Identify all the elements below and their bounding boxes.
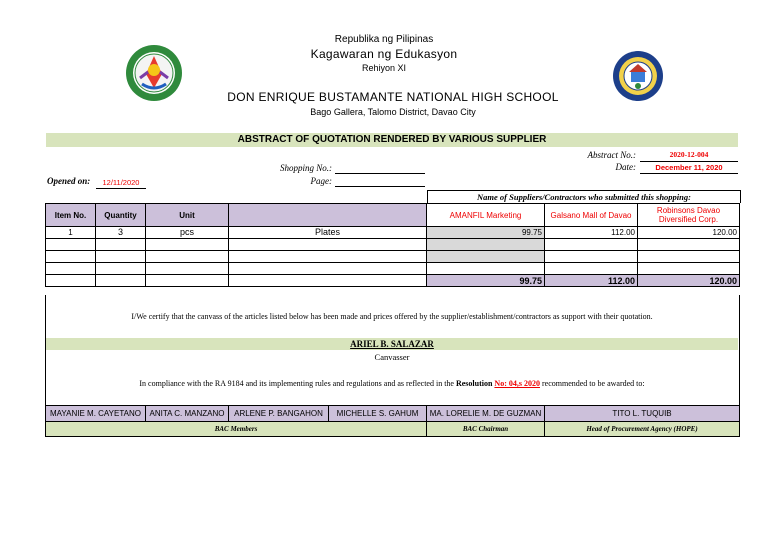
school-name: DON ENRIQUE BUSTAMANTE NATIONAL HIGH SCHOOL	[227, 90, 559, 104]
price-cell-3: 120.00	[638, 227, 740, 239]
hope-name: TITO L. TUQUIB	[545, 406, 740, 422]
compliance-prefix: In compliance with the RA 9184 and its implementing rules and regulations and as reflected in the	[139, 379, 454, 388]
member-name-1: MAYANIE M. CAYETANO	[46, 406, 146, 422]
suppliers-caption: Name of Suppliers/Contractors who submitted this shopping:	[427, 190, 741, 203]
table-row	[46, 239, 740, 251]
table-row	[46, 227, 740, 239]
signatories-table	[45, 405, 740, 437]
department-label: Kagawaran ng Edukasyon	[310, 47, 458, 61]
abstract-no-label: Abstract No.:	[587, 150, 636, 160]
hope-role: Head of Procurement Agency (HOPE)	[545, 422, 740, 437]
price-cell-2: 112.00	[545, 227, 638, 239]
canvasser-role: Canvasser	[374, 352, 410, 362]
abstract-no-value: 2020-12-004	[640, 150, 738, 162]
school-address: Bago Gallera, Talomo District, Davao City	[310, 107, 476, 117]
opened-on-label: Opened on:	[47, 176, 91, 186]
header-item-no: Item No.	[46, 204, 96, 227]
table-row	[46, 251, 740, 263]
canvasser-name: ARIEL B. SALAZAR	[350, 339, 434, 349]
supplier-name-1: AMANFIL Marketing	[427, 204, 545, 227]
supplier-name-2: Galsano Mall of Davao	[545, 204, 638, 227]
quotation-table	[45, 203, 740, 287]
description-cell: Plates	[229, 227, 427, 239]
total-cell-1: 99.75	[427, 275, 545, 287]
member-name-2: ANITA C. MANZANO	[146, 406, 229, 422]
header-unit: Unit	[146, 204, 229, 227]
total-cell-3: 120.00	[638, 275, 740, 287]
shopping-no-label: Shopping No.:	[279, 163, 332, 173]
quantity-cell: 3	[96, 227, 146, 239]
opened-on-value: 12/11/2020	[96, 178, 146, 189]
member-name-3: ARLENE P. BANGAHON	[229, 406, 329, 422]
chairman-role: BAC Chairman	[427, 422, 545, 437]
supplier-name-3: Robinsons Davao Diversified Corp.	[638, 204, 740, 227]
compliance-text	[46, 379, 738, 388]
item-no-cell: 1	[46, 227, 96, 239]
date-label: Date:	[615, 162, 636, 172]
date-value: December 11, 2020	[640, 163, 738, 174]
total-cell-2: 112.00	[545, 275, 638, 287]
report-title: ABSTRACT OF QUOTATION RENDERED BY VARIOUS SUPPLIER	[46, 133, 738, 147]
header-quantity: Quantity	[96, 204, 146, 227]
page-field	[335, 176, 425, 187]
members-role: BAC Members	[46, 422, 427, 437]
school-seal-logo	[612, 50, 664, 102]
price-cell-1: 99.75	[427, 227, 545, 239]
republic-label: Republika ng Pilipinas	[334, 34, 434, 45]
page-label: Page:	[310, 176, 332, 186]
resolution-label: Resolution	[455, 379, 493, 388]
resolution-no: No: 04,s 2020	[494, 379, 540, 388]
chairman-name: MA. LORELIE M. DE GUZMAN	[427, 406, 545, 422]
unit-cell: pcs	[146, 227, 229, 239]
division-seal-logo	[124, 44, 184, 102]
totals-row	[46, 275, 740, 287]
header-description	[229, 204, 427, 227]
region-label: Rehiyon XI	[361, 63, 407, 73]
member-name-4: MICHELLE S. GAHUM	[329, 406, 427, 422]
shopping-no-field	[335, 163, 425, 174]
table-row	[46, 263, 740, 275]
certify-text: I/We certify that the canvass of the articles listed below has been made and prices offered by the supplier/establishment/contractors as support with their quotation.	[131, 312, 653, 321]
compliance-suffix: recommended to be awarded to:	[541, 379, 645, 388]
